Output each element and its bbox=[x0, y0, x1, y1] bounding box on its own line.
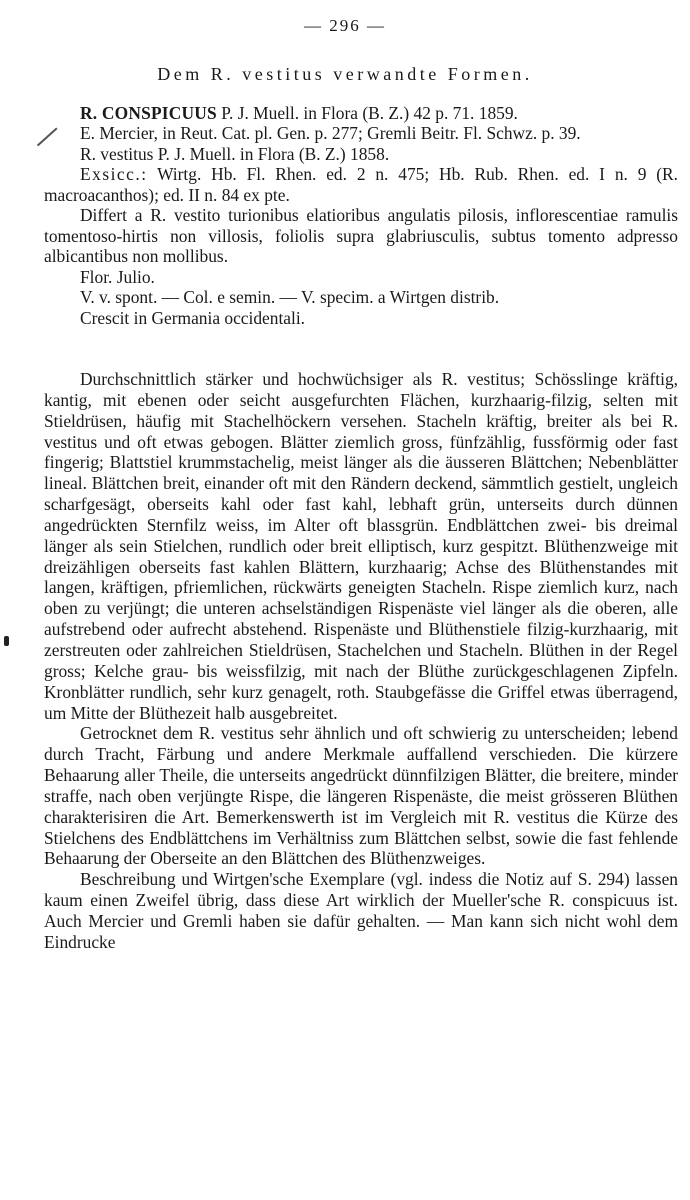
description-body bbox=[44, 369, 678, 953]
margin-ink-mark bbox=[4, 636, 9, 646]
distribution: Crescit in Germania occidentali. bbox=[80, 307, 306, 328]
entry-title-line bbox=[44, 103, 678, 123]
exsiccata bbox=[44, 164, 678, 205]
exsicc-text: Wirtg. Hb. Fl. Rhen. ed. 2 n. 475; Hb. Rub. Rhen. ed. I n. 9 (R. macroacanthos); ed. II n. 84 ex pte. bbox=[44, 164, 678, 205]
section-heading: Dem R. vestitus verwandte Formen. bbox=[157, 64, 533, 84]
flowering-time: Flor. Julio. bbox=[80, 266, 155, 287]
specimens-seen: V. v. spont. — Col. e semin. — V. specim. a Wirtgen distrib. bbox=[80, 287, 500, 308]
species-entry bbox=[44, 103, 678, 328]
synonym-citation-2: R. vestitus P. J. Muell. in Flora (B. Z.) 1858. bbox=[80, 143, 390, 164]
exsicc-label: Exsicc.: bbox=[80, 164, 148, 185]
remarks-paragraph: Beschreibung und Wirtgen'sche Exemplare (vgl. indess die Notiz auf S. 294) lassen kaum einen Zweifel übrig, dass diese Art wirklich der Mueller'sche R. conspicuus ist. Auch Mercier und Gremli haben sie dafür gehalten. — Man kann sich nicht wohl dem Eindrucke bbox=[44, 869, 678, 952]
synonym-citation: E. Mercier, in Reut. Cat. pl. Gen. p. 277; Gremli Beitr. Fl. Schwz. p. 39. bbox=[80, 123, 581, 144]
page-number: — 296 — bbox=[304, 16, 386, 35]
species-name: R. CONSPICUUS bbox=[80, 103, 217, 123]
description-paragraph: Durchschnittlich stärker und hochwüchsiger als R. vestitus; Schösslinge kräftig, kantig, mit ebenen oder seicht ausgefurchten Flächen, kurzhaarig-filzig, selten mit Stieldrüsen, häufig mit Stachelhöckern versehen. Stacheln kräftig, breiter als bei R. vestitus und oft etwas gebogen. Blätter ziemlich gross, fünfzählig, fussförmig oder fast fingerig; Blattstiel krummstachelig, meist länger als die äusseren Blättchen; Nebenblätter lineal. Blättchen breit, einander oft mit den Rändern deckend, sämmtlich gestielt, ungleich scharfgesägt, oberseits kahl oder fast kahl, lebhaft grün, unterseits durch dünnen angedrückten Sternfilz weiss, im Alter oft blassgrün. Endblättchen zwei- bis dreimal länger als sein Stielchen, rundlich oder breit elliptisch, kurz gespitzt. Blüthenzweige mit dreizähligen oberseits fast kahlen Blättern, kurzhaarig; Achse des Blüthenstandes mit langen, kräftigen, pfriemlichen, rückwärts geneigten Stacheln. Rispe ziemlich kurz, nach oben zu verjüngt; die unteren achselständigen Rispenäste viel länger als die oberen, alle aufstrebend oder aufrecht abstehend. Rispenäste und Blüthenstiele filzig-kurzhaarig, mit zerstreuten oder zahlreichen Stieldrüsen, Stachelchen und Stacheln. Blüthen in der Regel gross; Kelche grau- bis weissfilzig, mit nach der Blüthe zurückgeschlagenen Zipfeln. Kronblätter rundlich, sehr kurz genagelt, roth. Staubgefässe die Griffel etwas überragend, um Mitte der Blüthezeit halb ausgebreitet. bbox=[44, 369, 678, 723]
species-citation: P. J. Muell. in Flora (B. Z.) 42 p. 71. 1859. bbox=[216, 103, 518, 123]
latin-diagnosis: Differt a R. vestito turionibus elatioribus angulatis pilosis, inflorescentiae ramulis tomentoso-hirtis non villosis, foliolis supra glabriusculis, subtus tomento adpresso albicantibus non mollibus. bbox=[44, 205, 678, 267]
comparison-paragraph: Getrocknet dem R. vestitus sehr ähnlich und oft schwierig zu unterscheiden; lebend durch Tracht, Färbung und andere Merkmale auffallend verschieden. Die kürzere Behaarung aller Theile, die unterseits angedrückt dünnfilzigen Blätter, die breitere, minder straffe, nach oben verjüngte Rispe, die längeren Rispenäste, die meist grösseren Blüthen charakterisiren die Art. Bemerkenswerth ist im Vergleich mit R. vestitus die Kürze des Stielchens des Endblättchens im Verhältniss zum Blättchen selbst, sowie die fast fehlende Behaarung der Oberseite an den Blättchen des Blüthenzweiges. bbox=[44, 723, 678, 869]
